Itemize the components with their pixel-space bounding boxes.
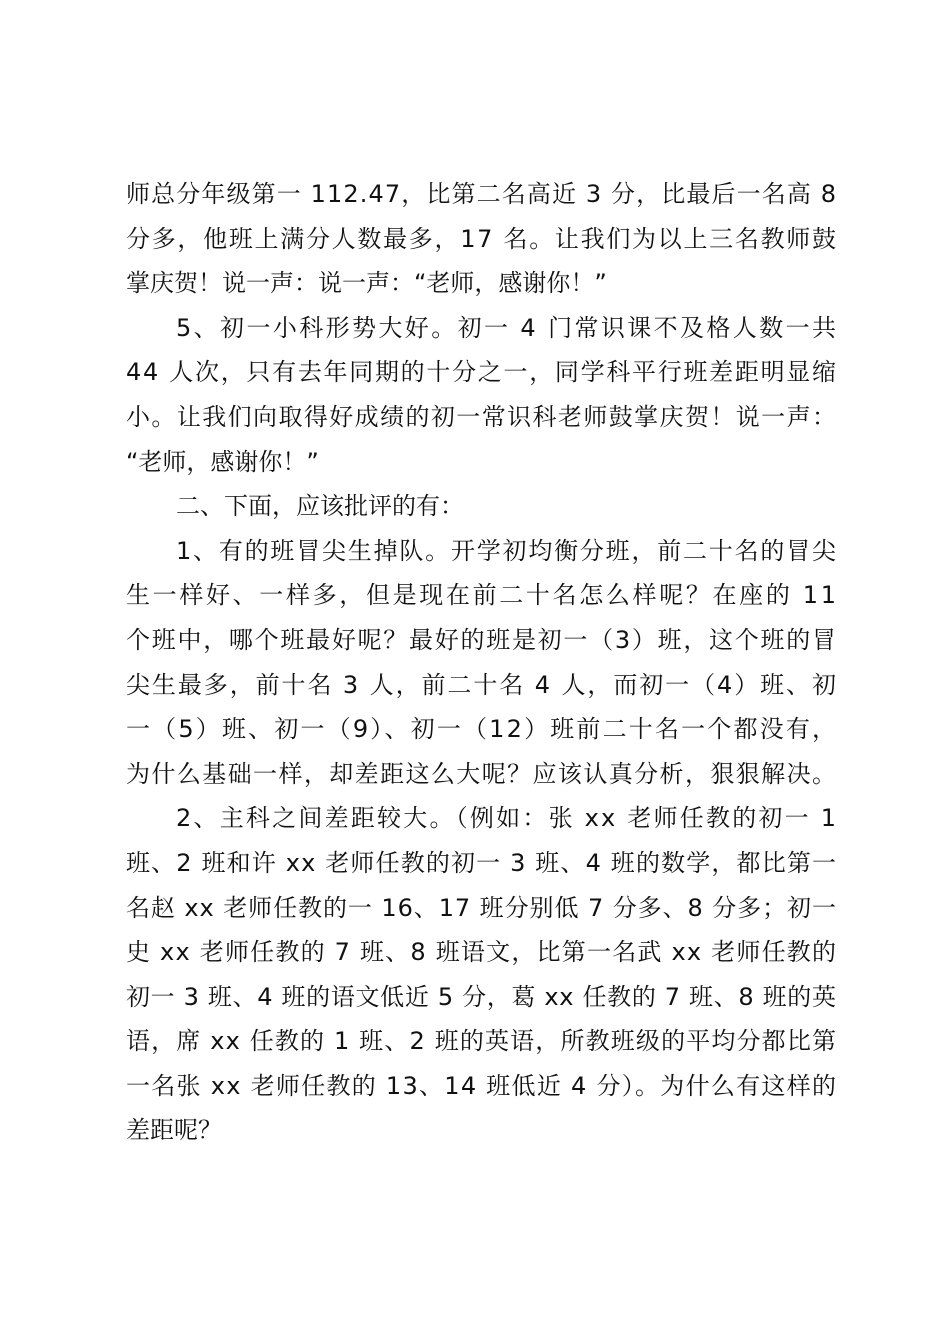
text-line: 分多，他班上满分人数最多，17 名。让我们为以上三名教师鼓 <box>126 224 838 253</box>
text-line: 差距呢？ <box>126 1116 222 1145</box>
text-line: 初一 3 班、4 班的语文低近 5 分，葛 xx 任教的 7 班、8 班的英 <box>126 982 837 1011</box>
text-line: 2、主科之间差距较大。（例如：张 xx 老师任教的初一 1 <box>176 804 839 833</box>
text-line: 1、有的班冒尖生掉队。开学初均衡分班，前二十名的冒尖 <box>176 536 838 565</box>
text-line: “老师，感谢你！” <box>126 447 319 476</box>
text-line: 史 xx 老师任教的 7 班、8 班语文，比第一名武 xx 老师任教的 <box>126 938 838 967</box>
text-line: 语，席 xx 任教的 1 班、2 班的英语，所教班级的平均分都比第 <box>126 1027 838 1056</box>
text-line: 44 人次，只有去年同期的十分之一，同学科平行班差距明显缩 <box>126 358 838 387</box>
text-line: 小。让我们向取得好成绩的初一常识科老师鼓掌庆贺！说一声： <box>126 402 838 431</box>
text-line: 班、2 班和许 xx 老师任教的初一 3 班、4 班的数学，都比第一 <box>126 848 838 877</box>
text-line: 名赵 xx 老师任教的一 16、17 班分别低 7 分多、8 分多；初一 <box>126 893 837 922</box>
text-line: 5、初一小科形势大好。初一 4 门常识课不及格人数一共 <box>176 313 839 342</box>
text-line: 为什么基础一样，却差距这么大呢？应该认真分析，狠狠解决。 <box>126 759 838 788</box>
text-line: 一（5）班、初一（9）、初一（12）班前二十名一个都没有， <box>126 715 839 744</box>
text-line: 生一样好、一样多，但是现在前二十名怎么样呢？在座的 11 <box>126 581 839 610</box>
document-body <box>126 172 839 1153</box>
text-line: 尖生最多，前十名 3 人，前二十名 4 人，而初一（4）班、初 <box>126 670 838 699</box>
text-line: 二、下面，应该批评的有： <box>176 492 464 521</box>
text-line: 个班中，哪个班最好呢？最好的班是初一（3）班，这个班的冒 <box>126 625 838 654</box>
text-line: 一名张 xx 老师任教的 13、14 班低近 4 分）。为什么有这样的 <box>126 1071 838 1100</box>
text-line: 掌庆贺！说一声：说一声：“老师，感谢你！” <box>126 269 607 298</box>
text-line: 师总分年级第一 112.47，比第二名高近 3 分，比最后一名高 8 <box>126 180 838 208</box>
